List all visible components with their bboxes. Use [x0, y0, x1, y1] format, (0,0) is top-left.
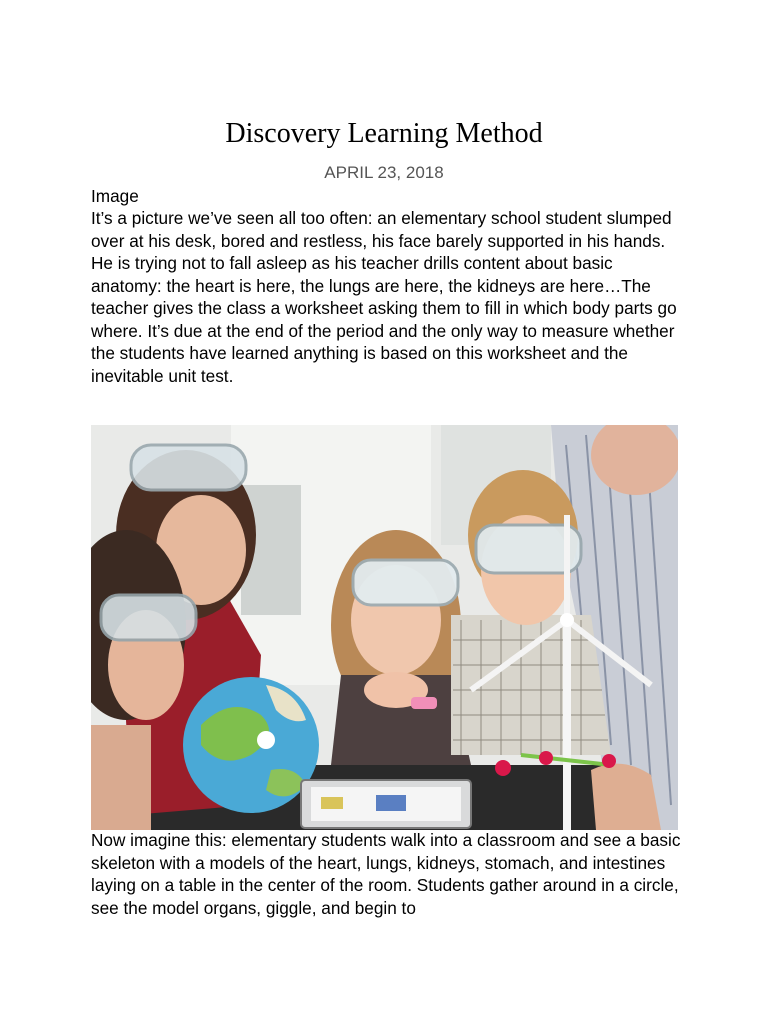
- paragraph-2: Now imagine this: elementary students walk into a classroom and see a basic skeleton with a models of the heart, lungs, kidneys, stomach, and intestines laying on a table in the center of the room. Students gather around in a circle, see the model organs, giggle, and begin to: [91, 830, 681, 918]
- image-label: Image: [91, 186, 139, 206]
- paragraph-1: It’s a picture we’ve seen all too often: an elementary school student slumped over at his desk, bored and restless, his face barely supported in his hands. He is trying not to fall asleep as his teacher drills content about basic anatomy: the heart is here, the lungs are here, the kidneys are here…The teacher gives the class a worksheet asking them to fill in which body parts go where. It’s due at the end of the period and the only way to measure whether the students have learned anything is based on this worksheet and the inevitable unit test.: [91, 208, 677, 386]
- classroom-photo: [91, 425, 678, 830]
- post-date: APRIL 23, 2018: [324, 163, 444, 182]
- page-title: Discovery Learning Method: [225, 118, 543, 149]
